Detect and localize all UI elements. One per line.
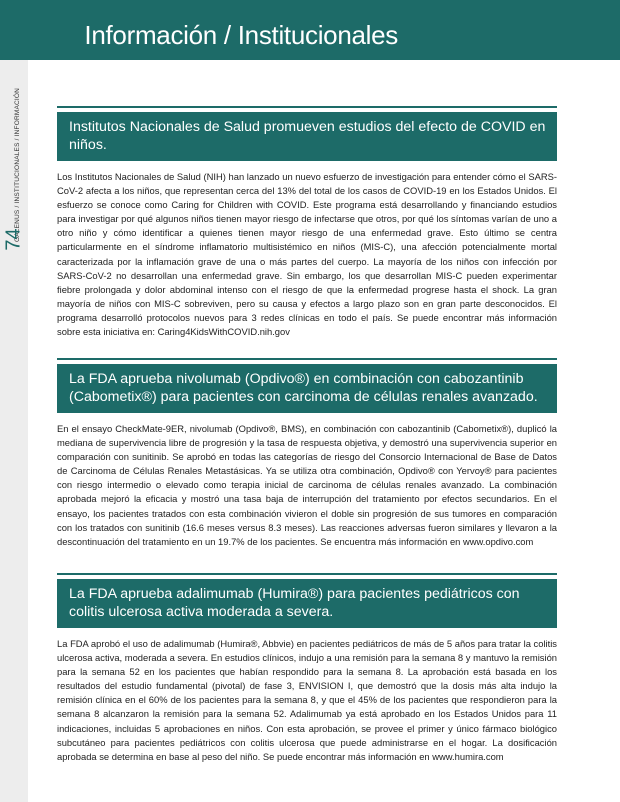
- section-divider: [57, 358, 557, 360]
- running-section-label: GALENUS / INSTITUCIONALES / INFORMACIÓN: [14, 87, 21, 242]
- article-fda-nivolumab: [57, 358, 557, 549]
- article-title: Institutos Nacionales de Salud promueven estudios del efecto de COVID en niños.: [57, 112, 557, 161]
- article-nih-covid-children: [57, 106, 557, 339]
- article-body: [57, 637, 557, 764]
- article-fda-adalimumab: [57, 573, 557, 764]
- article-body: [57, 170, 557, 339]
- section-divider: [57, 106, 557, 108]
- article-paragraph: Los Institutos Nacionales de Salud (NIH) han lanzado un nuevo esfuerzo de investigación para entender cómo el SARS-CoV-2 afecta a los niños, que representan cerca del 13% del total de los casos de COVID-19 en los Estados Unidos. El esfuerzo se conoce como Caring for Children with COVID. Este programa está desarrollando y financiando estudios para investigar por qué algunos niños tienen mayor riesgo de infectarse que otros, por qué los síntomas varían de uno a otro niño y cómo identificar a quienes tienen mayor riesgo de una enfermedad grave. Esto último se centra particularmente en el síndrome inflamatorio multisistémico en niños (MIS-C), una afección potencialmente mortal caracterizada por la inflamación grave de una o más partes del cuerpo. La mayoría de los niños con infección por SARS-CoV-2 no desarrollan una enfermedad grave. Sin embargo, los que desarrollan MIS-C pueden experimentar fiebre prolongada y dolor abdominal intenso con el riesgo de que la enfermedad progrese hasta el shock. La gran mayoría de niños con MIS-C sobreviven, pero su causa y efectos a largo plazo son en gran parte desconocidos. El programa desarrolló protocolos nuevos para 3 redes clínicas en todo el país. Se puede encontrar más información sobre esta iniciativa en: Caring4KidsWithCOVID.nih.gov: [57, 171, 557, 338]
- article-title: La FDA aprueba adalimumab (Humira®) para pacientes pediátricos con colitis ulcerosa activa moderada a severa.: [57, 579, 557, 628]
- page-header: [0, 0, 620, 60]
- page-number: [0, 217, 28, 261]
- article-paragraph: En el ensayo CheckMate-9ER, nivolumab (Opdivo®, BMS), en combinación con cabozantinib (Cabometix®), duplicó la mediana de supervivencia libre de progresión y la tasa de respuesta objetiva, y demostró una supervivencia superior en comparación con sunitinib. Se aprobó en todas las categorías de riesgo del Consorcio Internacional de Base de Datos de Carcinoma de Células Renales Metastásicas. Ya se utiliza otra combinación, Opdivo® con Yervoy® para pacientes con riesgo intermedio o elevado como terapia inicial de carcinoma de células renales avanzado. La combinación aprobada mejoró la eficacia y mostró una tasa baja de interrupción del tratamiento por efectos secundarios. En el ensayo, los pacientes tratados con esta combinación vivieron el doble sin progresión de sus tumores en comparación con los tratados con sunitinib (16.6 meses versus 8.3 meses). Las reacciones adversas fueron similares y llevaron a la descontinuación del tratamiento en un 19.7% de los pacientes. Se encuentra más información en www.opdivo.com: [57, 423, 557, 547]
- article-title: La FDA aprueba nivolumab (Opdivo®) en combinación con cabozantinib (Cabometix®) para pacientes con carcinoma de células renales avanzado.: [57, 364, 557, 413]
- article-paragraph: La FDA aprobó el uso de adalimumab (Humira®, Abbvie) en pacientes pediátricos de más de 5 años para tratar la colitis ulcerosa activa, moderada a severa. En estudios clínicos, indujo a una remisión para la semana 8 y mantuvo la remisión para la semana 52 en los pacientes que habían respondido para la semana 8. La aprobación está basada en los resultados del estudio fundamental (pivotal) de fase 3, ENVISION I, que demostró que la dosis más alta indujo la remisión clínica en el 60% de los pacientes para la semana 8, y que el 45% de los pacientes que respondieron para la semana 8 alcanzaron la remisión para la semana 52. Adalimumab ya está aprobado en los Estados Unidos para 11 indicaciones, incluidas 5 aprobaciones en niños. Con esta aprobación, se provee el primer y único fármaco biológico subcutáneo para pacientes pediátricos con colitis ulcerosa que puede administrarse en el hogar. La dosificación aprobada se determina en base al peso del niño. Se puede encontrar más información en www.humira.com: [57, 638, 557, 762]
- section-divider: [57, 573, 557, 575]
- page-title: Información / Institucionales: [84, 20, 398, 50]
- page-number-text: 74: [2, 227, 25, 251]
- article-body: [57, 422, 557, 549]
